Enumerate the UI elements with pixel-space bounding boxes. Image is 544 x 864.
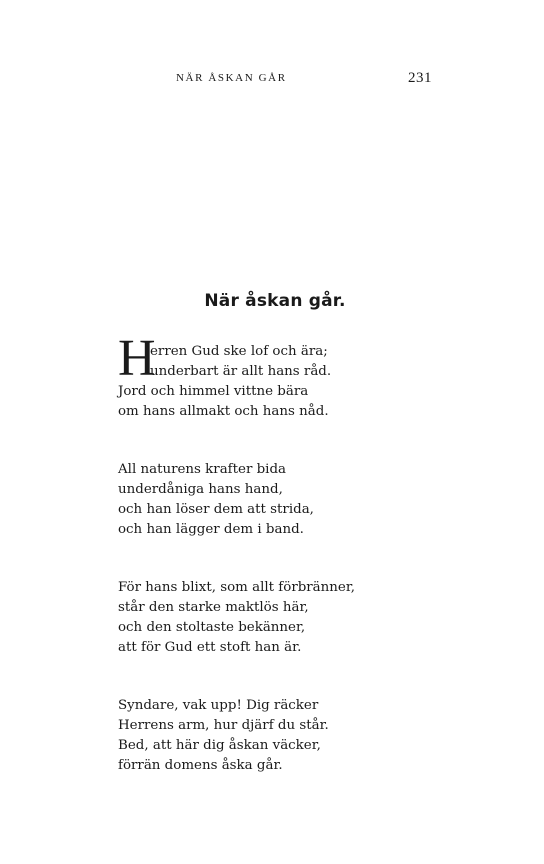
poem-line: och han lägger dem i band. xyxy=(118,522,304,537)
poem-line: Jord och himmel vittne bära xyxy=(118,384,309,399)
poem-line: underbart är allt hans råd. xyxy=(150,364,332,379)
page-number: 231 xyxy=(408,70,432,86)
stanza-1 xyxy=(118,342,331,422)
poem-line: och han löser dem att strida, xyxy=(118,502,314,517)
poem-line: om hans allmakt och hans nåd. xyxy=(118,404,329,419)
poem-line: underdåniga hans hand, xyxy=(118,482,283,497)
poem-title: När åskan går. xyxy=(204,291,346,311)
poem-line: Bed, att här dig åskan väcker, xyxy=(118,738,321,753)
poem-line: och den stoltaste bekänner, xyxy=(118,620,306,635)
poem-line: Herrens arm, hur djärf du står. xyxy=(118,718,329,733)
poem-line: står den starke maktlös här, xyxy=(118,600,309,615)
poem-line: All naturens krafter bida xyxy=(118,462,287,477)
stanza-3 xyxy=(118,578,355,658)
poem-line: förrän domens åska går. xyxy=(118,758,283,773)
drop-cap: H xyxy=(118,330,156,387)
poem-line: Syndare, vak upp! Dig räcker xyxy=(118,698,319,713)
stanza-2 xyxy=(118,460,314,540)
poem-line: att för Gud ett stoft han är. xyxy=(118,640,302,655)
stanza-4 xyxy=(118,696,329,776)
running-head xyxy=(0,70,544,90)
poem-line: erren Gud ske lof och ära; xyxy=(150,344,328,359)
running-title: NÄR ÅSKAN GÅR xyxy=(176,72,287,84)
poem-line: För hans blixt, som allt förbränner, xyxy=(118,580,356,595)
